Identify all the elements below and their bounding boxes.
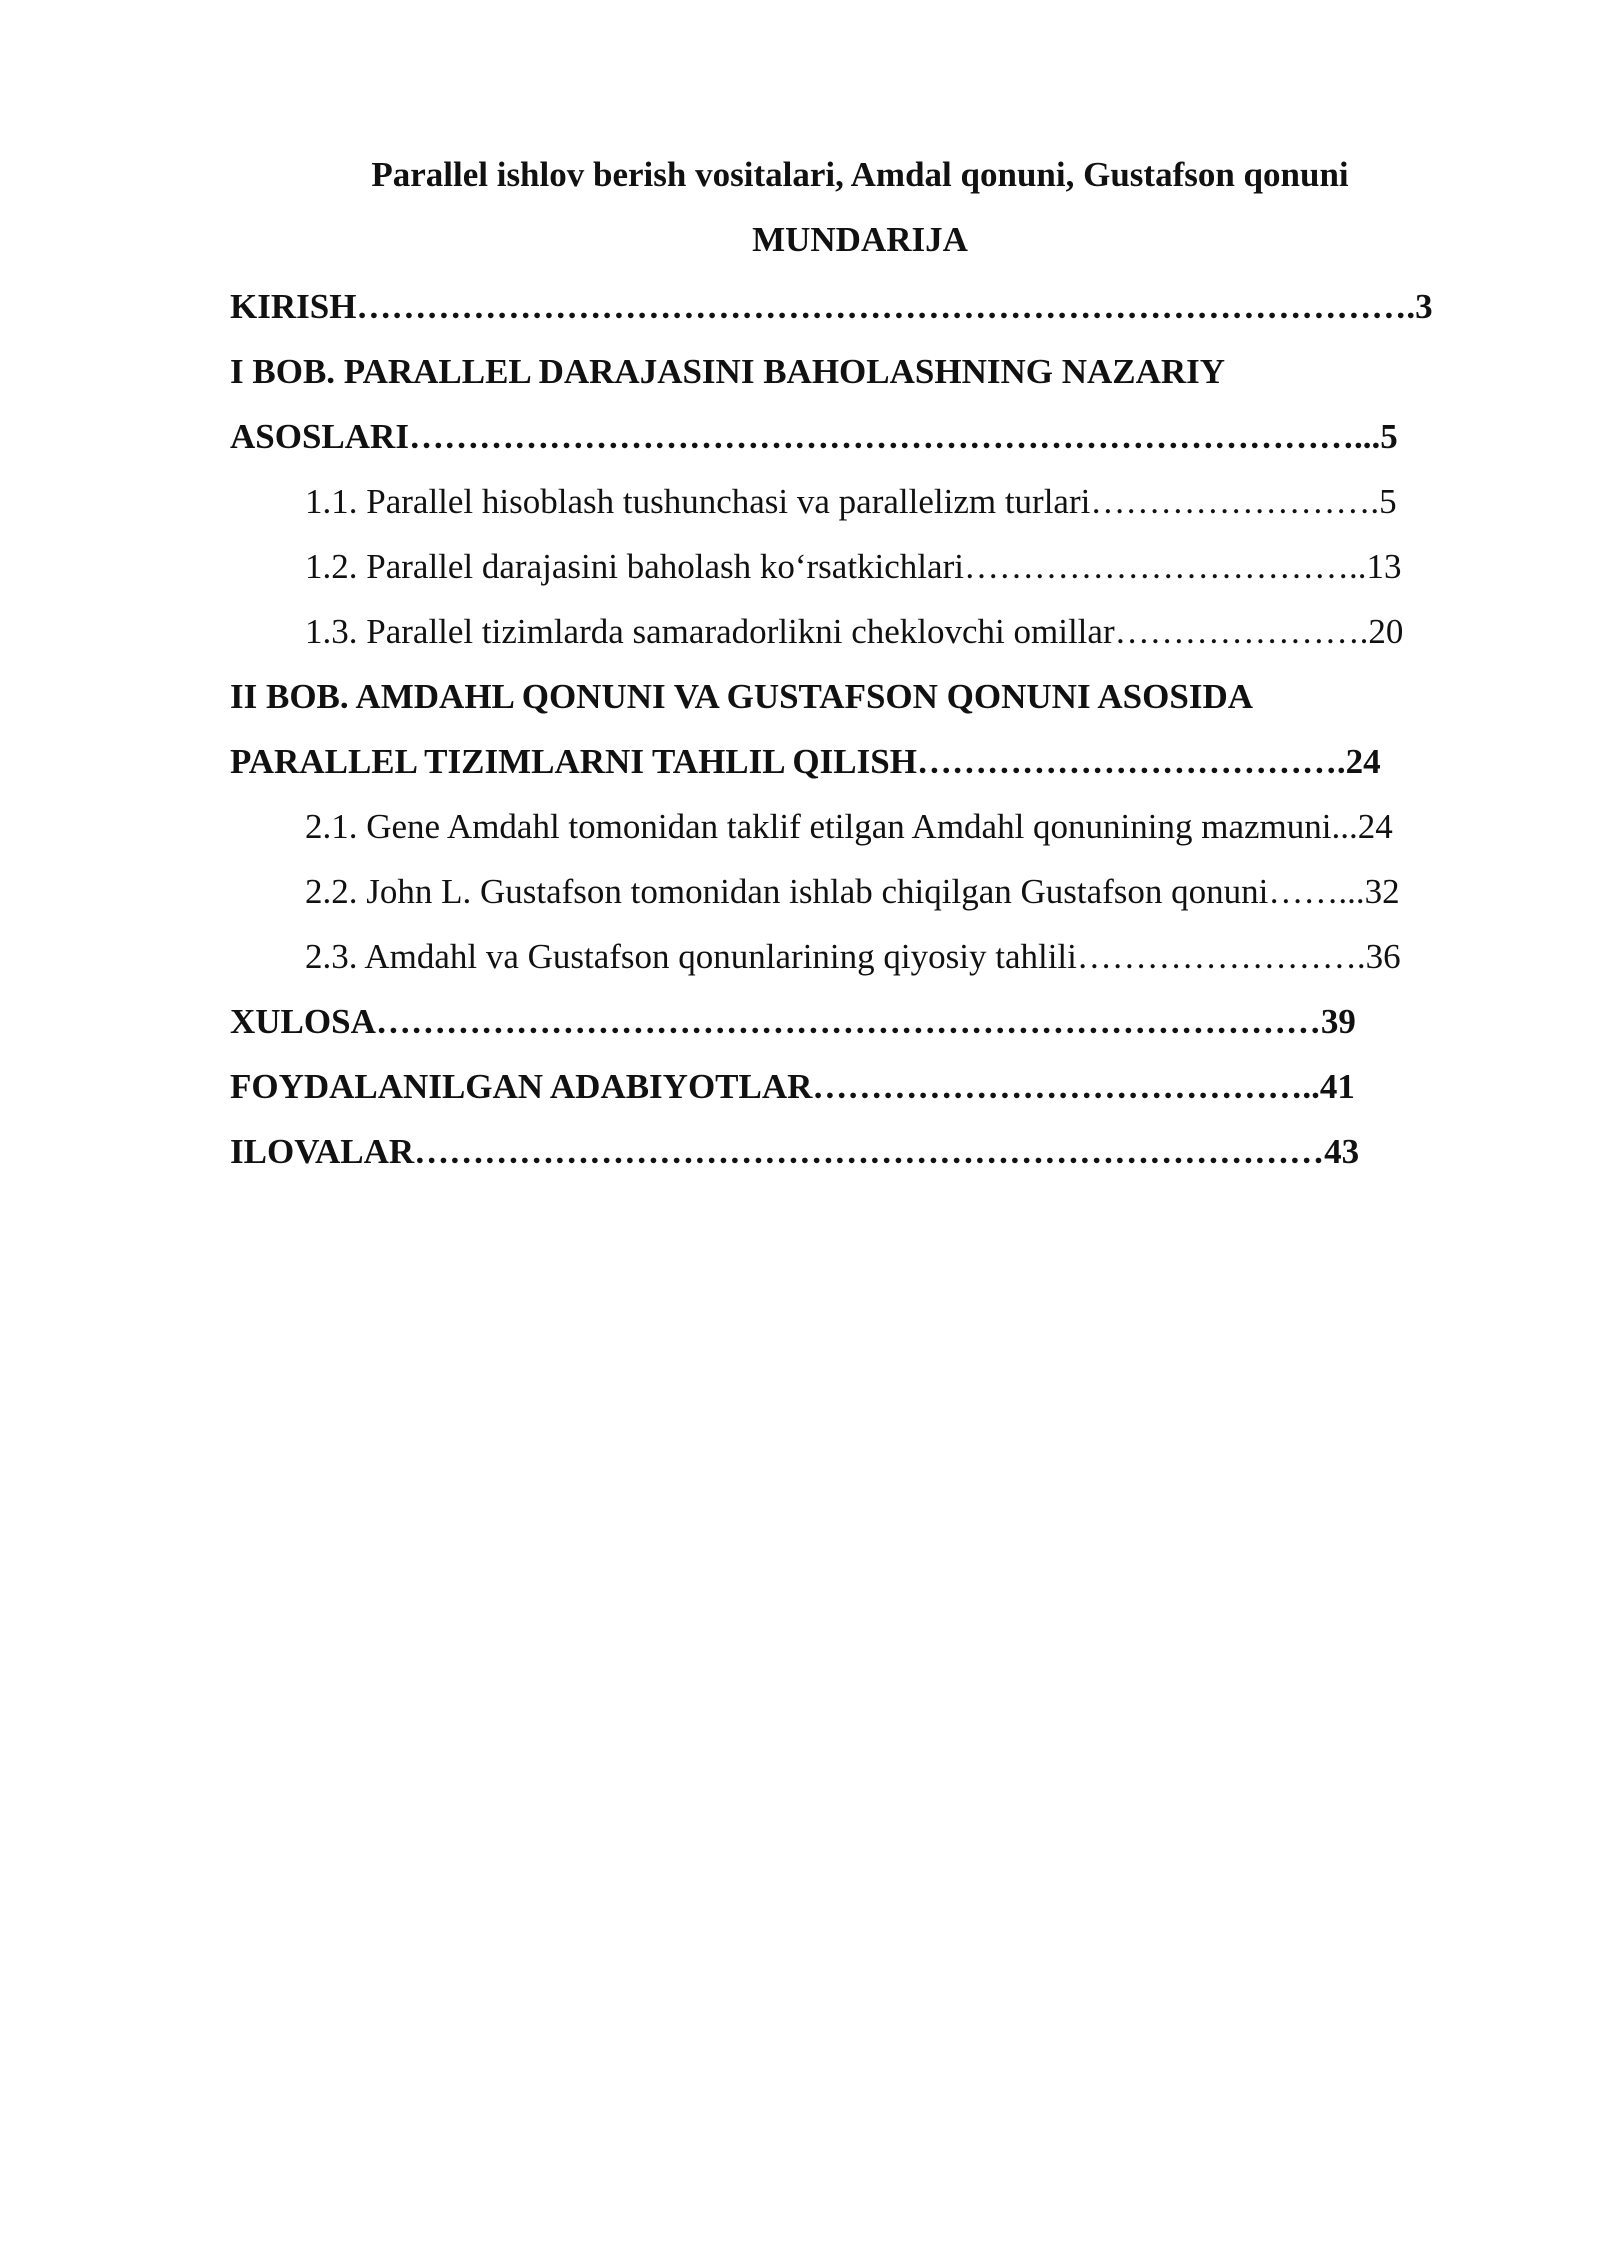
- toc-entry-section-1-1[interactable]: 1.1. Parallel hisoblash tushunchasi va parallelizm turlari…………………….5: [305, 482, 1397, 521]
- toc-entry-section-2-1[interactable]: 2.1. Gene Amdahl tomonidan taklif etilgan Amdahl qonunining mazmuni...24: [305, 807, 1393, 846]
- toc-entry-section-1-2[interactable]: 1.2. Parallel darajasini baholash ko‘rsatkichlari……………………………..13: [305, 547, 1402, 586]
- toc-entry-chapter-2[interactable]: II BOB. AMDAHL QONUNI VA GUSTAFSON QONUNI ASOSIDA: [230, 677, 1253, 716]
- toc-entry-section-2-2[interactable]: 2.2. John L. Gustafson tomonidan ishlab chiqilgan Gustafson qonuni……...32: [305, 872, 1400, 911]
- toc-entry-section-1-3[interactable]: 1.3. Parallel tizimlarda samaradorlikni cheklovchi omillar………………….20: [305, 612, 1404, 651]
- toc-entry-adabiyotlar[interactable]: FOYDALANILGAN ADABIYOTLAR……………………………………..41: [230, 1067, 1355, 1106]
- toc-entry-chapter-1-cont[interactable]: ASOSLARI………………………………………………………………………...5: [230, 417, 1398, 456]
- document-title: Parallel ishlov berish vositalari, Amdal qonuni, Gustafson qonuni: [371, 155, 1349, 194]
- toc-entry-ilovalar[interactable]: ILOVALAR……………………………………………………………………43: [230, 1132, 1360, 1171]
- toc-entry-xulosa[interactable]: XULOSA………………………………………………………………………39: [230, 1002, 1356, 1041]
- toc-heading: MUNDARIJA: [752, 220, 968, 259]
- toc-entry-section-2-3[interactable]: 2.3. Amdahl va Gustafson qonunlarining qiyosiy tahlili…………………….36: [305, 937, 1401, 976]
- toc-entry-kirish[interactable]: KIRISH……………………………………………………………………………….3: [230, 287, 1433, 326]
- toc-entry-chapter-1[interactable]: I BOB. PARALLEL DARAJASINI BAHOLASHNING NAZARIY: [230, 352, 1226, 391]
- toc-entry-chapter-2-cont[interactable]: PARALLEL TIZIMLARNI TAHLIL QILISH……………………………….24: [230, 742, 1381, 781]
